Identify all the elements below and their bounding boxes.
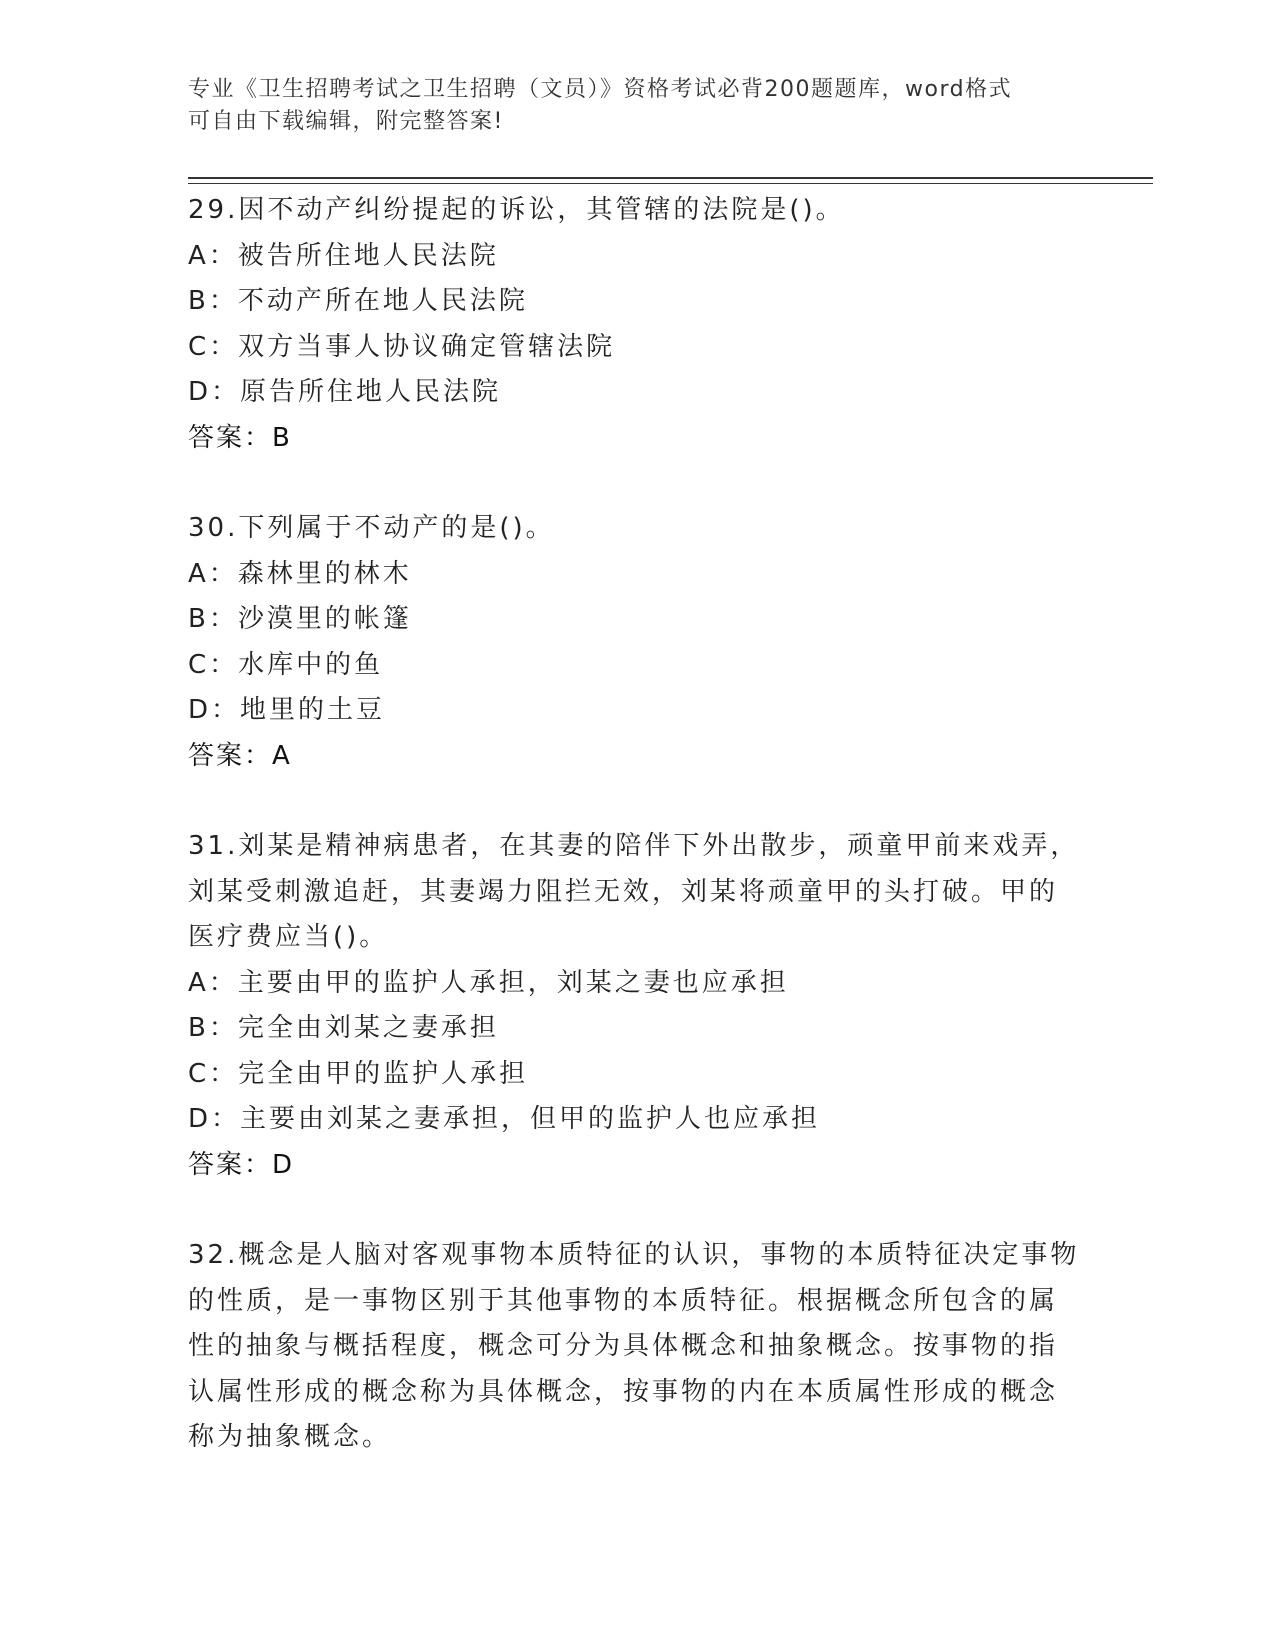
question-text-line-2: 刘某受刺激追赶，其妻竭力阻拦无效，刘某将顽童甲的头打破。甲的 (188, 876, 1059, 907)
option-b: B：不动产所在地人民法院 (188, 286, 528, 316)
question-text-line-1: 32.概念是人脑对客观事物本质特征的认识，事物的本质特征决定事物 (188, 1240, 1080, 1270)
option-b: B：完全由刘某之妻承担 (188, 1013, 499, 1043)
question-30 (188, 506, 1088, 779)
question-text-line-3: 医疗费应当()。 (188, 922, 389, 952)
question-29 (188, 188, 1088, 461)
question-text: 30.下列属于不动产的是()。 (188, 513, 555, 543)
option-a: A：被告所住地人民法院 (188, 240, 499, 271)
question-text-line-4: 认属性形成的概念称为具体概念，按事物的内在本质属性形成的概念 (188, 1376, 1059, 1407)
header-line-2: 可自由下载编辑，附完整答案! (188, 109, 504, 134)
answer-text: 答案：A (188, 740, 292, 771)
option-b: B：沙漠里的帐篷 (188, 604, 412, 634)
question-text-line-3: 性的抽象与概括程度，概念可分为具体概念和抽象概念。按事物的指 (188, 1331, 1059, 1361)
option-d: D：地里的土豆 (188, 695, 386, 725)
option-c: C：水库中的鱼 (188, 649, 384, 680)
question-text-line-1: 31.刘某是精神病患者，在其妻的陪伴下外出散步，顽童甲前来戏弄， (188, 831, 1080, 861)
option-d: D：主要由刘某之妻承担，但甲的监护人也应承担 (188, 1104, 821, 1134)
option-a: A：森林里的林木 (188, 558, 412, 589)
header-divider-thick (188, 177, 1153, 179)
question-32 (188, 1233, 1088, 1461)
question-text: 29.因不动产纠纷提起的诉讼，其管辖的法院是()。 (188, 195, 845, 225)
answer-text: 答案：B (188, 422, 292, 453)
answer-text: 答案：D (188, 1149, 295, 1180)
question-text-line-2: 的性质，是一事物区别于其他事物的本质特征。根据概念所包含的属 (188, 1285, 1059, 1316)
header-divider-thin (188, 183, 1153, 184)
option-c: C：双方当事人协议确定管辖法院 (188, 331, 616, 362)
option-a: A：主要由甲的监护人承担，刘某之妻也应承担 (188, 967, 789, 998)
option-d: D：原告所住地人民法院 (188, 377, 502, 407)
option-c: C：完全由甲的监护人承担 (188, 1058, 529, 1089)
question-list (188, 188, 1088, 1506)
header-line-1: 专业《卫生招聘考试之卫生招聘（文员）》资格考试必背200题题库，word格式 (188, 77, 1013, 102)
page-header (188, 74, 1068, 138)
question-text-line-5: 称为抽象概念。 (188, 1422, 392, 1452)
question-31 (188, 824, 1088, 1188)
